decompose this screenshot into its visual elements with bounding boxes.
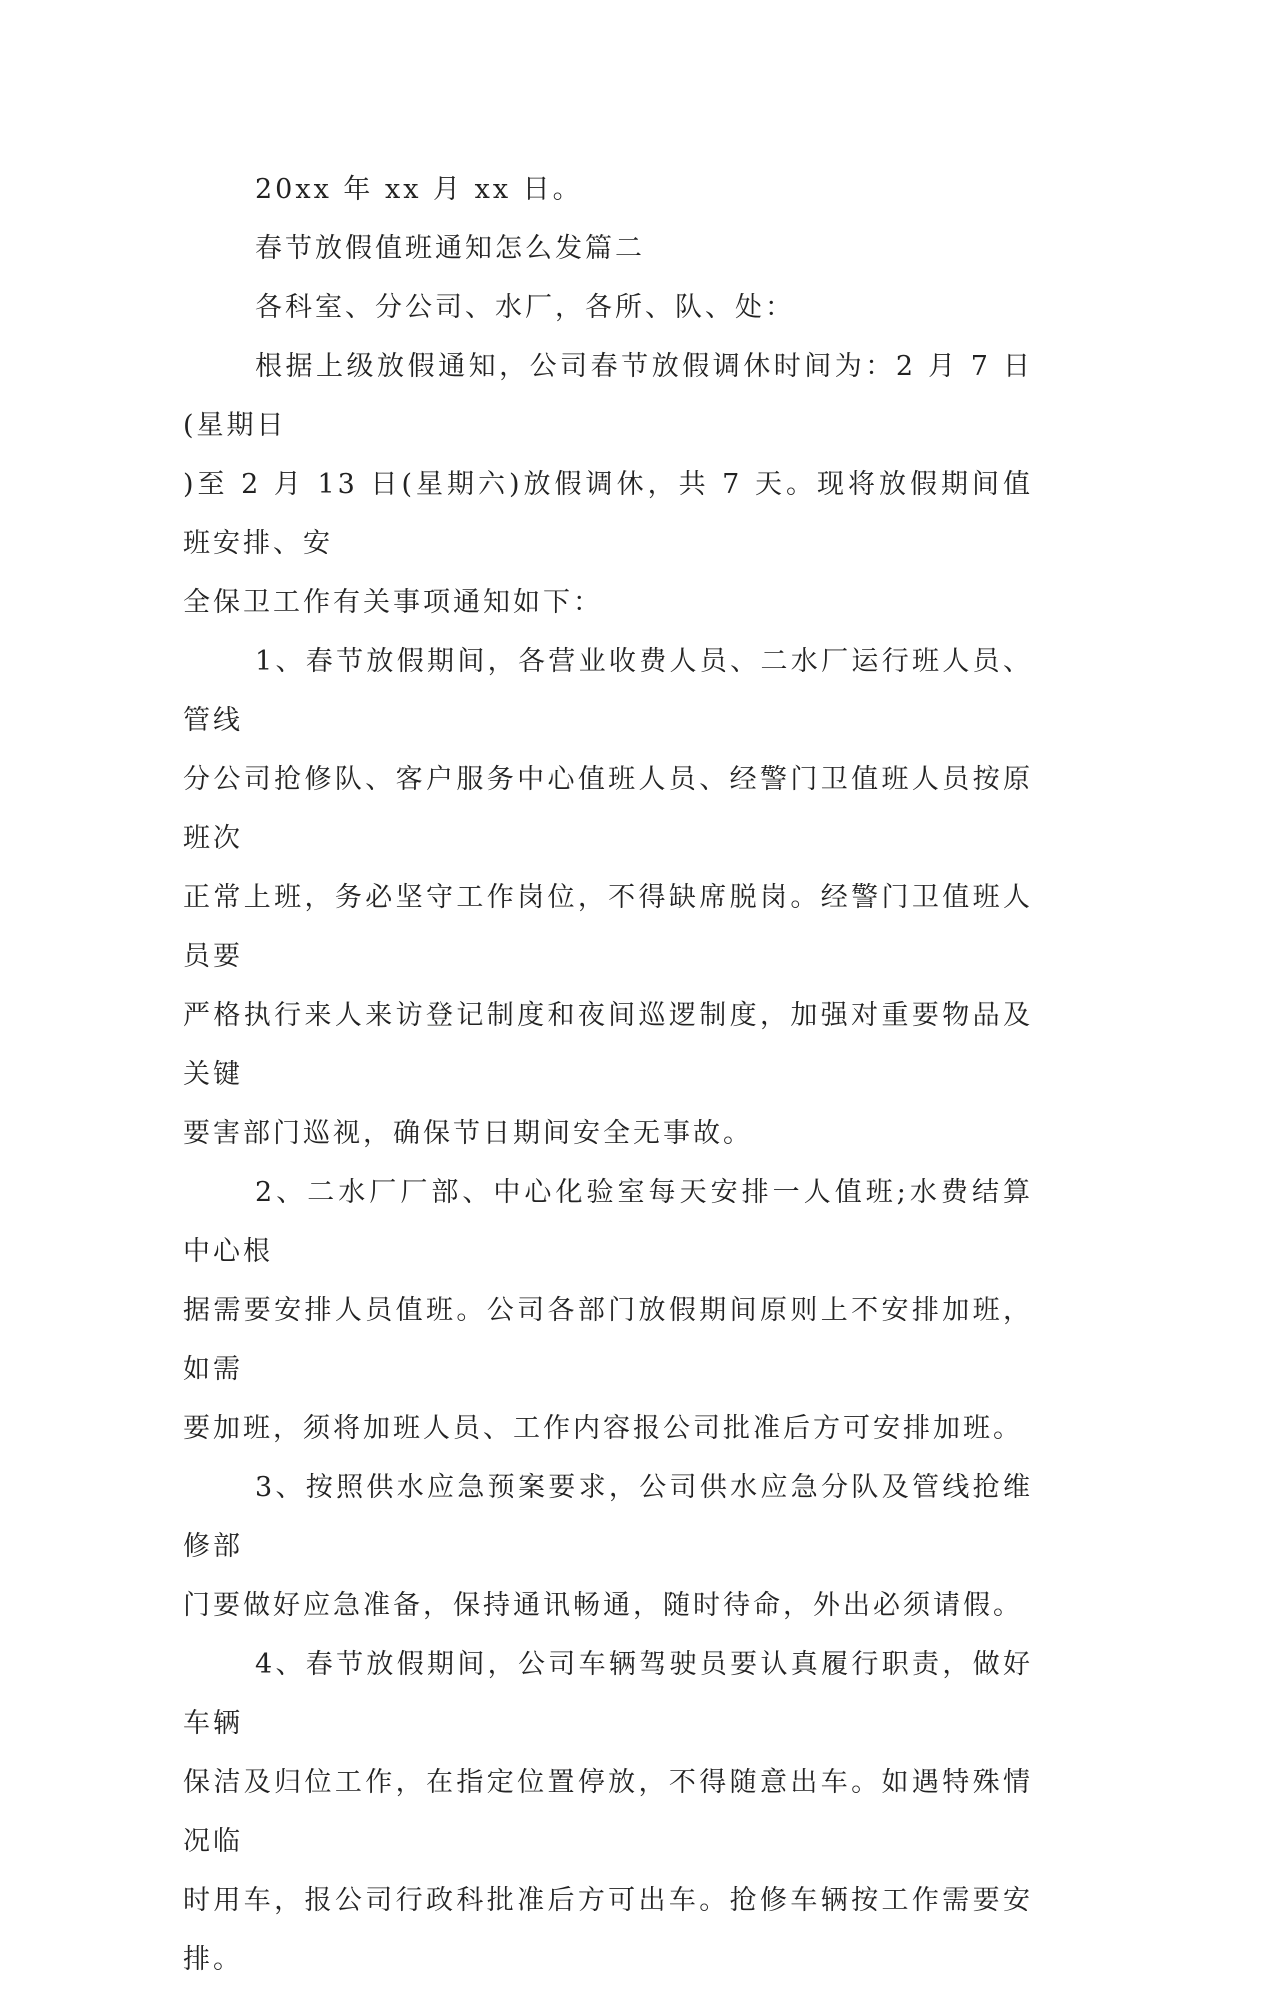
intro-paragraph: 根据上级放假通知，公司春节放假调休时间为：2 月 7 日(星期日 )至 2 月 13 日(星期六)放假调休，共 7 天。现将放假期间值班安排、安 全保卫工作有关事项通知如下： [183, 351, 1033, 618]
recipients-line: 各科室、分公司、水厂，各所、队、处： [255, 292, 795, 323]
item-paragraph-1: 1、春节放假期间，各营业收费人员、二水厂运行班人员、管线 分公司抢修队、客户服务中心值班人员、经警门卫值班人员按原班次 正常上班，务必坚守工作岗位，不得缺席脱岗。经警门卫值班人员要 严格执行来人来访登记制度和夜间巡逻制度，加强对重要物品及关键 要害部门巡视，确保节日期间安全无事故。 [183, 646, 1033, 1149]
date-line: 20xx 年 xx 月 xx 日。 [255, 174, 583, 205]
item-paragraph-4: 4、春节放假期间，公司车辆驾驶员要认真履行职责，做好车辆 保洁及归位工作，在指定位置停放，不得随意出车。如遇特殊情况临 时用车，报公司行政科批准后方可出车。抢修车辆按工作需要安排。 [183, 1649, 1033, 1975]
item-paragraph-3: 3、按照供水应急预案要求，公司供水应急分队及管线抢维修部 门要做好应急准备，保持通讯畅通，随时待命，外出必须请假。 [183, 1472, 1033, 1621]
document-body [183, 160, 1033, 1989]
item-paragraph-2: 2、二水厂厂部、中心化验室每天安排一人值班;水费结算中心根 据需要安排人员值班。公司各部门放假期间原则上不安排加班，如需 要加班，须将加班人员、工作内容报公司批准后方可安排加班。 [183, 1177, 1033, 1444]
section-heading: 春节放假值班通知怎么发篇二 [255, 233, 645, 264]
